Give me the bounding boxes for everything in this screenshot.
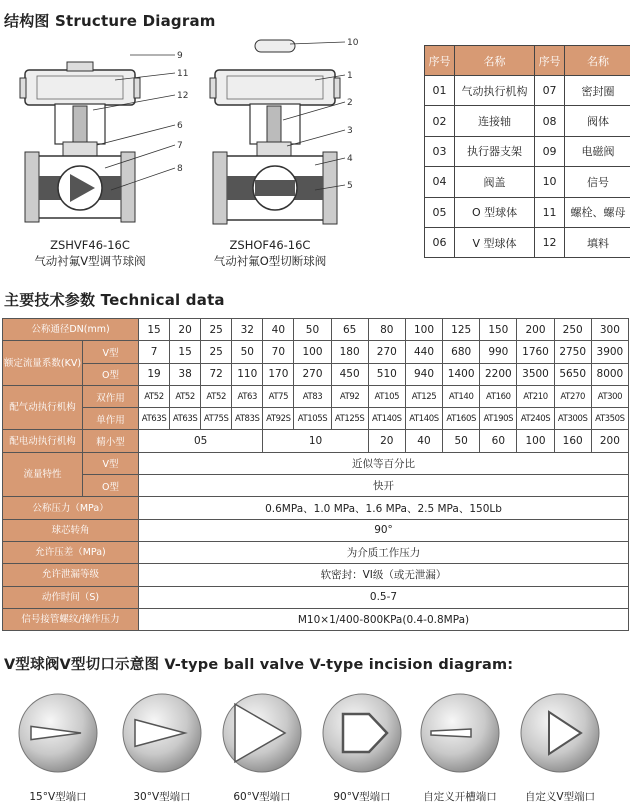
ball-port-icon	[519, 692, 601, 774]
legend-row: 05 O 型球体 11 螺栓、螺母	[425, 197, 630, 227]
callout-label: 10	[347, 38, 359, 48]
tech-row	[3, 430, 629, 452]
single-acting-value: AT190S	[480, 408, 517, 430]
callout-label: 4	[347, 154, 353, 164]
vtype-title: V型球阀V型切口示意图 V-type ball valve V-type incision diagram:	[4, 657, 514, 673]
kv-o-value: 5650	[554, 363, 591, 385]
callout-label: 1	[347, 71, 353, 81]
parts-legend-table	[424, 45, 630, 258]
legend-row: 03 执行器支架 09 电磁阀	[425, 136, 630, 166]
single-acting-value: AT140S	[368, 408, 405, 430]
kv-v-value: 680	[443, 341, 480, 363]
mini-value: 200	[591, 430, 628, 452]
single-acting-value: AT63S	[139, 408, 170, 430]
diagram-model: ZSHVF46-16C	[50, 238, 130, 252]
tech-row	[3, 319, 629, 341]
tech-row	[3, 385, 629, 407]
row-label: 允许泄漏等级	[3, 564, 139, 586]
kv-v-value: 3900	[591, 341, 628, 363]
legend-header: 序号	[425, 46, 455, 76]
flow-o-value: 快开	[139, 475, 629, 497]
sub-label: V型	[83, 452, 139, 474]
tech-row	[3, 475, 629, 497]
ball-port-label: 30°V型端口	[133, 791, 191, 803]
ball-port-icon	[17, 692, 99, 774]
tech-row	[3, 452, 629, 474]
tech-row	[3, 341, 629, 363]
kv-o-value: 8000	[591, 363, 628, 385]
tech-row	[3, 519, 629, 541]
kv-v-value: 990	[480, 341, 517, 363]
sub-label: 单作用	[83, 408, 139, 430]
dn-value: 80	[368, 319, 405, 341]
callout-label: 7	[177, 141, 183, 151]
dn-value: 25	[201, 319, 232, 341]
kv-o-value: 3500	[517, 363, 554, 385]
legend-row: 02 连接轴 08 阀体	[425, 106, 630, 136]
row-value: 为介质工作压力	[139, 541, 629, 563]
kv-o-value: 450	[331, 363, 368, 385]
single-acting-value: AT300S	[554, 408, 591, 430]
sub-label: 精小型	[83, 430, 139, 452]
double-acting-value: AT83	[294, 385, 331, 407]
callout-label: 6	[177, 121, 183, 131]
row-label: 配电动执行机构	[3, 430, 83, 452]
dn-value: 300	[591, 319, 628, 341]
dn-value: 65	[331, 319, 368, 341]
mini-value: 100	[517, 430, 554, 452]
dn-value: 32	[232, 319, 263, 341]
dn-value: 50	[294, 319, 331, 341]
row-value: 90°	[139, 519, 629, 541]
tech-row	[3, 564, 629, 586]
ball-port-icon	[419, 692, 501, 774]
row-label: 允许压差（MPa)	[3, 541, 139, 563]
dn-value: 125	[443, 319, 480, 341]
callout-label: 5	[347, 181, 353, 191]
kv-v-value: 1760	[517, 341, 554, 363]
dn-value: 100	[405, 319, 442, 341]
double-acting-value: AT160	[480, 385, 517, 407]
dn-value: 15	[139, 319, 170, 341]
mini-value: 20	[368, 430, 405, 452]
kv-v-value: 25	[201, 341, 232, 363]
double-acting-value: AT52	[139, 385, 170, 407]
double-acting-value: AT125	[405, 385, 442, 407]
row-label: 配气动执行机构	[3, 385, 83, 430]
row-label: 公称通径DN(mm)	[3, 319, 139, 341]
kv-o-value: 2200	[480, 363, 517, 385]
diagram-model: ZSHOF46-16C	[229, 238, 311, 252]
technical-title: 主要技术参数 Technical data	[4, 291, 225, 309]
sub-label: O型	[83, 475, 139, 497]
ball-port-label: 90°V型端口	[333, 791, 391, 803]
kv-o-value: 940	[405, 363, 442, 385]
sub-label: O型	[83, 363, 139, 385]
kv-o-value: 38	[170, 363, 201, 385]
single-acting-value: AT92S	[263, 408, 294, 430]
diagram-caption-left	[20, 237, 160, 269]
legend-row: 06 V 型球体 12 填料	[425, 227, 630, 257]
single-acting-value: AT75S	[201, 408, 232, 430]
double-acting-value: AT140	[443, 385, 480, 407]
kv-v-value: 50	[232, 341, 263, 363]
tech-row	[3, 363, 629, 385]
callout-label: 9	[177, 51, 183, 61]
ball-port-label: 60°V型端口	[233, 791, 291, 803]
single-acting-value: AT350S	[591, 408, 628, 430]
ball-port-label: 自定义V型端口	[524, 791, 596, 803]
dn-value: 250	[554, 319, 591, 341]
flow-v-value: 近似等百分比	[139, 452, 629, 474]
legend-header: 名称	[565, 46, 630, 76]
technical-data-table	[2, 318, 629, 631]
tech-row	[3, 541, 629, 563]
diagram-name: 气动衬氟O型切断球阀	[213, 254, 327, 268]
callout-label: 8	[177, 164, 183, 174]
double-acting-value: AT92	[331, 385, 368, 407]
mini-value: 05	[139, 430, 263, 452]
single-acting-value: AT140S	[405, 408, 442, 430]
double-acting-value: AT52	[170, 385, 201, 407]
kv-v-value: 15	[170, 341, 201, 363]
callout-label: 3	[347, 126, 353, 136]
kv-v-value: 7	[139, 341, 170, 363]
single-acting-value: AT240S	[517, 408, 554, 430]
mini-value: 10	[263, 430, 368, 452]
callout-label: 11	[177, 69, 189, 79]
ball-port-icon	[221, 692, 303, 774]
sub-label: 双作用	[83, 385, 139, 407]
structure-title: 结构图 Structure Diagram	[4, 12, 216, 30]
callout-label: 2	[347, 98, 353, 108]
v-port-diagram-row	[0, 682, 630, 810]
kv-o-value: 72	[201, 363, 232, 385]
diagram-caption-right	[200, 237, 340, 269]
ball-port-label: 15°V型端口	[29, 791, 87, 803]
legend-header: 名称	[455, 46, 535, 76]
single-acting-value: AT105S	[294, 408, 331, 430]
kv-v-value: 100	[294, 341, 331, 363]
tech-row	[3, 608, 629, 630]
row-label: 流量特性	[3, 452, 83, 497]
kv-v-value: 180	[331, 341, 368, 363]
double-acting-value: AT75	[263, 385, 294, 407]
legend-row: 04 阀盖 10 信号	[425, 167, 630, 197]
row-value: M10×1/400-800KPa(0.4-0.8MPa)	[139, 608, 629, 630]
kv-o-value: 270	[294, 363, 331, 385]
tech-row	[3, 497, 629, 519]
kv-v-value: 270	[368, 341, 405, 363]
v-type-valve-drawing	[15, 40, 200, 240]
row-value: 0.5-7	[139, 586, 629, 608]
kv-o-value: 19	[139, 363, 170, 385]
ball-port-icon	[321, 692, 403, 774]
kv-o-value: 110	[232, 363, 263, 385]
double-acting-value: AT63	[232, 385, 263, 407]
dn-value: 200	[517, 319, 554, 341]
legend-row: 01 气动执行机构 07 密封圈	[425, 76, 630, 106]
double-acting-value: AT52	[201, 385, 232, 407]
dn-value: 40	[263, 319, 294, 341]
kv-v-value: 70	[263, 341, 294, 363]
row-value: 软密封：VI级（或无泄漏）	[139, 564, 629, 586]
single-acting-value: AT125S	[331, 408, 368, 430]
callout-label: 12	[177, 91, 189, 101]
o-type-valve-drawing	[205, 30, 365, 235]
legend-header: 序号	[535, 46, 565, 76]
double-acting-value: AT300	[591, 385, 628, 407]
kv-o-value: 510	[368, 363, 405, 385]
sub-label: V型	[83, 341, 139, 363]
tech-row	[3, 586, 629, 608]
kv-v-value: 2750	[554, 341, 591, 363]
kv-v-value: 440	[405, 341, 442, 363]
row-label: 球芯转角	[3, 519, 139, 541]
tech-row	[3, 408, 629, 430]
legend-header-row	[425, 46, 630, 76]
dn-value: 150	[480, 319, 517, 341]
double-acting-value: AT270	[554, 385, 591, 407]
diagram-name: 气动衬氟V型调节球阀	[34, 254, 146, 268]
double-acting-value: AT105	[368, 385, 405, 407]
single-acting-value: AT160S	[443, 408, 480, 430]
ball-port-label: 自定义开槽端口	[423, 791, 497, 803]
row-label: 动作时间（S)	[3, 586, 139, 608]
kv-o-value: 1400	[443, 363, 480, 385]
mini-value: 160	[554, 430, 591, 452]
mini-value: 40	[405, 430, 442, 452]
ball-port-icon	[121, 692, 203, 774]
mini-value: 60	[480, 430, 517, 452]
row-label: 额定流量系数(KV)	[3, 341, 83, 386]
dn-value: 20	[170, 319, 201, 341]
single-acting-value: AT63S	[170, 408, 201, 430]
kv-o-value: 170	[263, 363, 294, 385]
double-acting-value: AT210	[517, 385, 554, 407]
row-label: 公称压力（MPa）	[3, 497, 139, 519]
single-acting-value: AT83S	[232, 408, 263, 430]
row-label: 信号接管螺纹/操作压力	[3, 608, 139, 630]
mini-value: 50	[443, 430, 480, 452]
row-value: 0.6MPa、1.0 MPa、1.6 MPa、2.5 MPa、150Lb	[139, 497, 629, 519]
